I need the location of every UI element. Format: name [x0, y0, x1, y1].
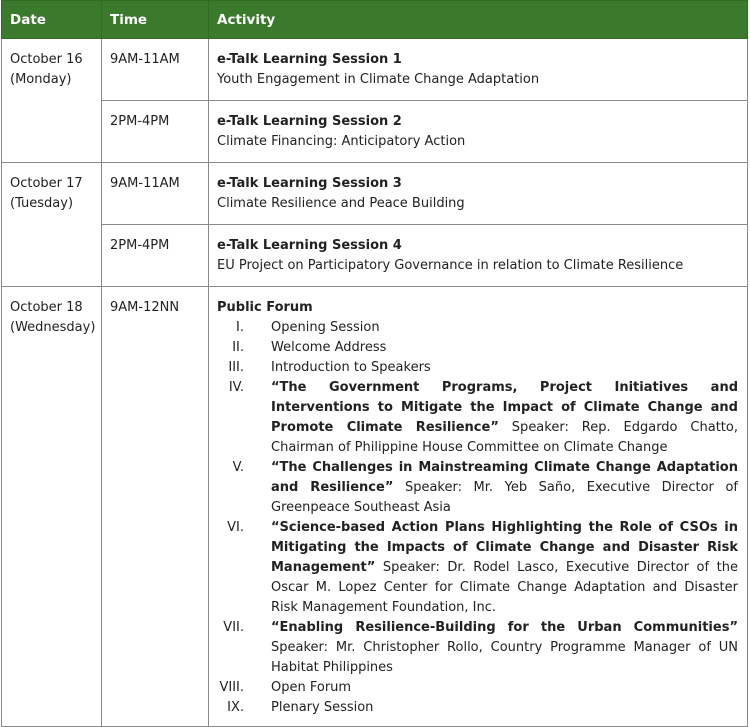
activity-cell — [209, 225, 748, 287]
agenda-item — [217, 458, 739, 518]
forum-title: Public Forum — [217, 300, 313, 315]
agenda-item — [217, 338, 739, 358]
agenda-number: IX. — [227, 700, 244, 715]
agenda-text: Introduction to Speakers — [271, 360, 431, 375]
agenda-text: Opening Session — [271, 320, 380, 335]
date-text: October 16 — [10, 52, 83, 67]
agenda-text: Speaker: Rep. Edgardo Chatto, Chairman of Philippine House Committee on Climate Change — [271, 420, 738, 455]
agenda-number: VI. — [227, 520, 244, 535]
time-cell: 2PM-4PM — [102, 101, 209, 163]
date-text: October 18 — [10, 300, 83, 315]
time-cell: 2PM-4PM — [102, 225, 209, 287]
session-subtitle: Youth Engagement in Climate Change Adaptation — [217, 72, 540, 87]
time-cell: 9AM-11AM — [102, 39, 209, 101]
agenda-item — [217, 618, 739, 678]
date-cell — [2, 39, 102, 163]
agenda-number: V. — [232, 460, 244, 475]
header-date: Date — [2, 1, 102, 39]
agenda-talk-title: “Enabling Resilience-Building for the Urban Communities” — [271, 620, 738, 635]
activity-cell — [209, 287, 748, 727]
activity-cell — [209, 101, 748, 163]
session-title: e-Talk Learning Session 3 — [217, 176, 402, 191]
agenda-talk-title: “The Challenges in Mainstreaming Climate Change Adaptation and Resilience” — [271, 460, 738, 495]
weekday-text: (Wednesday) — [10, 320, 96, 335]
session-subtitle: EU Project on Participatory Governance in relation to Climate Resilience — [217, 258, 684, 273]
agenda-item — [217, 358, 739, 378]
date-cell — [2, 287, 102, 727]
agenda-text: Speaker: Mr. Christopher Rollo, Country Programme Manager of UN Habitat Philippines — [271, 640, 738, 675]
agenda-list — [217, 318, 739, 718]
date-text: October 17 — [10, 176, 83, 191]
time-cell: 9AM-11AM — [102, 163, 209, 225]
session-subtitle: Climate Financing: Anticipatory Action — [217, 134, 466, 149]
table-row — [2, 39, 748, 101]
agenda-text: Plenary Session — [271, 700, 374, 715]
agenda-text: Welcome Address — [271, 340, 387, 355]
activity-cell — [209, 163, 748, 225]
header-row — [2, 1, 748, 39]
agenda-item — [217, 378, 739, 458]
agenda-number: II. — [232, 340, 244, 355]
time-cell: 9AM-12NN — [102, 287, 209, 727]
date-cell — [2, 163, 102, 287]
agenda-number: VII. — [223, 620, 244, 635]
session-title: e-Talk Learning Session 4 — [217, 238, 402, 253]
table-row — [2, 163, 748, 225]
table-row — [2, 287, 748, 727]
weekday-text: (Tuesday) — [10, 196, 74, 211]
header-activity: Activity — [209, 1, 748, 39]
agenda-number: VIII. — [219, 680, 244, 695]
agenda-text: Speaker: Mr. Yeb Saño, Executive Director of Greenpeace Southeast Asia — [271, 480, 738, 515]
agenda-talk-title: “Science-based Action Plans Highlighting the Role of CSOs in Mitigating the Impacts of Climate Change and Disaster Risk Management” — [271, 520, 738, 575]
session-title: e-Talk Learning Session 2 — [217, 114, 402, 129]
weekday-text: (Monday) — [10, 72, 72, 87]
session-title: e-Talk Learning Session 1 — [217, 52, 402, 67]
header-time: Time — [102, 1, 209, 39]
agenda-text: Open Forum — [271, 680, 352, 695]
agenda-item — [217, 678, 739, 698]
agenda-item — [217, 698, 739, 718]
agenda-text: Speaker: Dr. Rodel Lasco, Executive Director of the Oscar M. Lopez Center for Climate Change Adaptation and Disaster Risk Management Foundation, Inc. — [271, 560, 738, 615]
schedule-table — [1, 0, 748, 727]
agenda-talk-title: “The Government Programs, Project Initiatives and Interventions to Mitigate the Impact of Climate Change and Promote Climate Resilience” — [271, 380, 738, 435]
table-row — [2, 225, 748, 287]
agenda-number: I. — [236, 320, 244, 335]
agenda-item — [217, 318, 739, 338]
session-subtitle: Climate Resilience and Peace Building — [217, 196, 465, 211]
agenda-number: III. — [228, 360, 244, 375]
table-row — [2, 101, 748, 163]
activity-cell — [209, 39, 748, 101]
agenda-number: IV. — [228, 380, 244, 395]
agenda-item — [217, 518, 739, 618]
